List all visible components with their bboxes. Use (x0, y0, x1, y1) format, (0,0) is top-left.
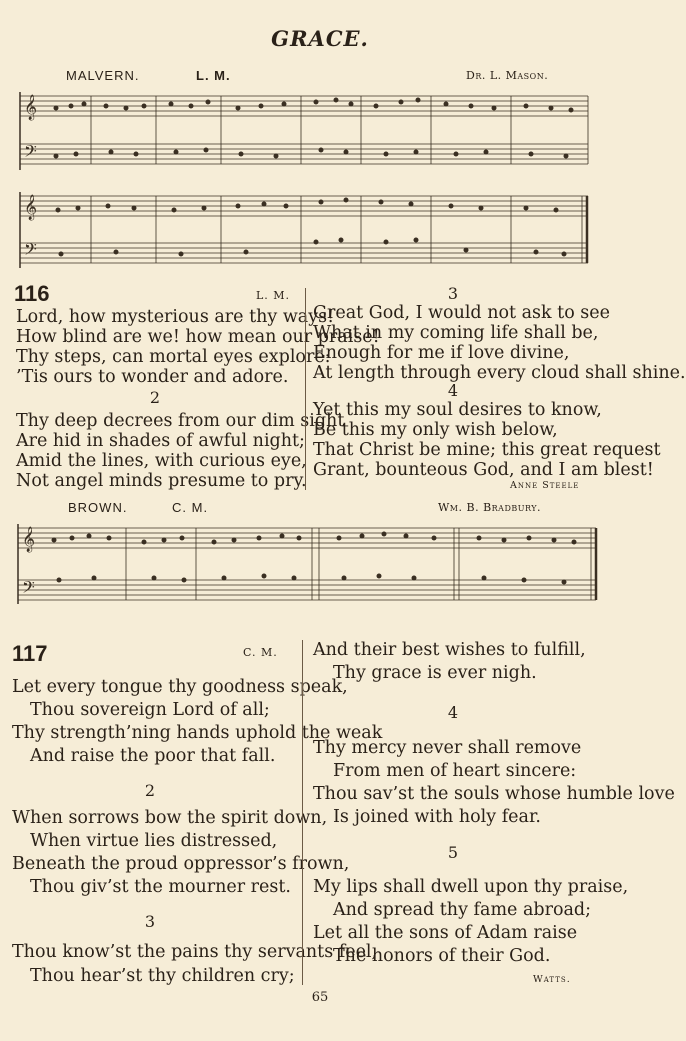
hymn117-v1-line2: Thou sovereign Lord of all; (30, 700, 270, 720)
hymn116-v3-line1: Great God, I would not ask to see (313, 303, 611, 323)
hymn117-v2-line2: When virtue lies distressed, (30, 831, 278, 851)
hymn117-v3-line1: Thou know’st the pains thy servants feel, (12, 942, 378, 962)
hymn116-v2-line2: Are hid in shades of awful night; (16, 431, 305, 451)
hymn116-verse-number-3: 3 (447, 284, 459, 303)
hymn117-v3-line4: Thy grace is ever nigh. (333, 663, 537, 683)
hymn116-v4-line1: Yet this my soul desires to know, (313, 400, 602, 420)
hymn116-v4-line4: Grant, bounteous God, and I am blest! (313, 460, 654, 480)
svg-text:𝄞: 𝄞 (24, 195, 38, 220)
hymn116-v1-line1: Lord, how mysterious are thy ways! (16, 307, 335, 327)
hymn117-v2-line4: Thou giv’st the mourner rest. (30, 877, 291, 897)
hymn116-v3-line4: At length through every cloud shall shine. (313, 363, 686, 383)
column-divider-116 (305, 288, 306, 490)
tune-meter-brown: C. M. (172, 500, 209, 515)
hymn116-v1-line3: Thy steps, can mortal eyes explore: (16, 347, 331, 367)
hymn117-v1-line3: Thy strength’ning hands uphold the weak (12, 723, 383, 743)
music-score-malvern-part1 (16, 88, 592, 178)
hymn117-v5-line4: The honors of their God. (333, 946, 551, 966)
hymn116-v2-line1: Thy deep decrees from our dim sight (16, 411, 345, 431)
hymn-meter-116: L. M. (256, 289, 291, 302)
hymn116-v3-line2: What in my coming life shall be, (313, 323, 599, 343)
hymn117-v2-line3: Beneath the proud oppressor’s frown, (12, 854, 350, 874)
hymn116-v4-line3: That Christ be mine; this great request (313, 440, 661, 460)
svg-text:𝄞: 𝄞 (22, 527, 36, 552)
tune-composer-malvern: Dr. L. Mason. (466, 69, 549, 82)
svg-text:𝄢: 𝄢 (24, 239, 37, 263)
hymn117-verse-number-5: 5 (447, 843, 459, 862)
hymn117-author: Watts. (533, 974, 571, 985)
svg-text:𝄢: 𝄢 (24, 141, 37, 165)
hymn117-v2-line1: When sorrows bow the spirit down, (12, 808, 328, 828)
hymn117-v5-line1: My lips shall dwell upon thy praise, (313, 877, 629, 897)
hymn117-v3-line2: Thou hear’st thy children cry; (30, 966, 295, 986)
tune-meter-malvern: L. M. (196, 68, 231, 83)
tune-composer-brown: Wm. B. Bradbury. (438, 501, 542, 514)
hymn117-v4-line4: Is joined with holy fear. (333, 807, 541, 827)
hymn116-v2-line3: Amid the lines, with curious eye, (16, 451, 307, 471)
hymn116-author: Anne Steele (510, 480, 580, 491)
hymn117-v1-line1: Let every tongue thy goodness speak, (12, 677, 348, 697)
hymn117-verse-number-3: 3 (144, 912, 156, 931)
hymn117-v1-line4: And raise the poor that fall. (30, 746, 276, 766)
hymn-meter-117: C. M. (243, 646, 278, 659)
tune-name-brown: BROWN. (68, 500, 128, 515)
hymn117-v4-line1: Thy mercy never shall remove (313, 738, 582, 758)
hymn116-verse-number-4: 4 (447, 381, 459, 400)
hymn117-v5-line2: And spread thy fame abroad; (333, 900, 592, 920)
hymn-number-117: 117 (12, 641, 48, 666)
hymn117-verse-number-4: 4 (447, 703, 459, 722)
music-score-brown (14, 516, 600, 608)
hymn116-verse-number-2: 2 (149, 388, 161, 407)
tune-name-malvern: MALVERN. (66, 68, 140, 83)
music-score-malvern-part2 (16, 188, 592, 272)
hymn117-v5-line3: Let all the sons of Adam raise (313, 923, 578, 943)
svg-text:𝄢: 𝄢 (22, 577, 35, 601)
hymn116-v1-line4: ’Tis ours to wonder and adore. (16, 367, 289, 387)
hymn117-v3-line3: And their best wishes to fulfill, (313, 640, 586, 660)
hymn116-v4-line2: Be this my only wish below, (313, 420, 558, 440)
hymn117-verse-number-2: 2 (144, 781, 156, 800)
hymn117-v4-line2: From men of heart sincere: (333, 761, 577, 781)
hymn116-v2-line4: Not angel minds presume to pry. (16, 471, 307, 491)
page-title: GRACE. (271, 26, 369, 51)
hymn-number-116: 116 (14, 281, 50, 306)
svg-text:𝄞: 𝄞 (24, 95, 38, 120)
hymn116-v3-line3: Enough for me if love divine, (313, 343, 570, 363)
page-number: 65 (311, 990, 329, 1005)
hymn117-v4-line3: Thou sav’st the souls whose humble love (313, 784, 675, 804)
column-divider-117 (302, 640, 303, 985)
hymn116-v1-line2: How blind are we! how mean our praise! (16, 327, 380, 347)
